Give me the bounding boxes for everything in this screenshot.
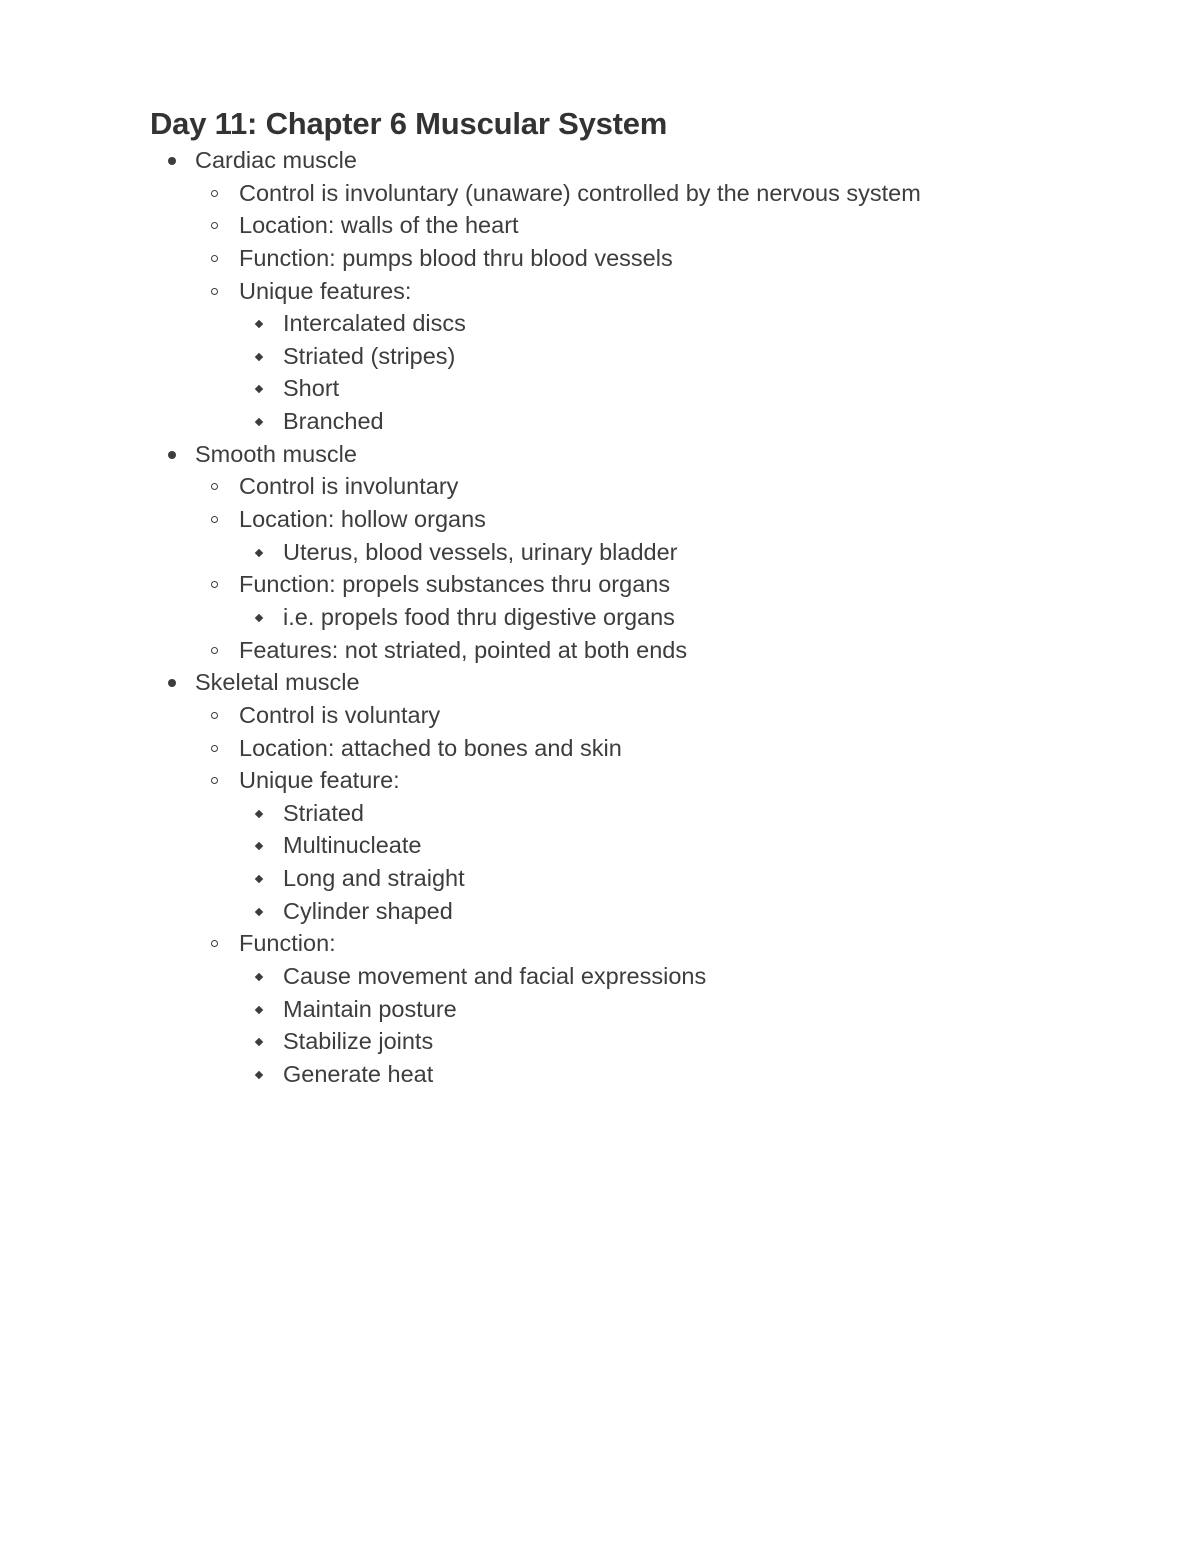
hollow-circle-bullet-icon (211, 581, 218, 588)
list-item (0, 208, 1200, 241)
list-item-text: Location: attached to bones and skin (239, 734, 622, 761)
list-item-text: Location: hollow organs (239, 506, 486, 533)
filled-dot-bullet-icon (168, 679, 176, 687)
list-item-text: Skeletal muscle (195, 669, 360, 696)
diamond-bullet-icon (255, 385, 263, 393)
list-item (0, 143, 1200, 176)
diamond-bullet-icon (255, 1071, 263, 1079)
list-item-text: Smooth muscle (195, 440, 357, 467)
diamond-bullet-icon (255, 353, 263, 361)
hollow-circle-bullet-icon (211, 777, 218, 784)
list-item (0, 698, 1200, 731)
diamond-bullet-icon (255, 875, 263, 883)
diamond-bullet-icon (255, 614, 263, 622)
list-item-text: Intercalated discs (283, 310, 466, 337)
list-item-text: Features: not striated, pointed at both ends (239, 636, 688, 663)
list-item-text: Long and straight (283, 865, 465, 892)
list-item (0, 731, 1200, 764)
hollow-circle-bullet-icon (211, 190, 218, 197)
list-item (0, 633, 1200, 666)
list-item (0, 469, 1200, 502)
list-item (0, 502, 1200, 535)
diamond-bullet-icon (255, 1038, 263, 1046)
list-item (0, 600, 1200, 633)
list-item (0, 535, 1200, 568)
filled-dot-bullet-icon (168, 451, 176, 459)
diamond-bullet-icon (255, 320, 263, 328)
list-item-text: Function: propels substances thru organs (239, 571, 671, 598)
diamond-bullet-icon (255, 907, 263, 915)
list-item-text: Control is involuntary (239, 473, 459, 500)
list-item (0, 665, 1200, 698)
hollow-circle-bullet-icon (211, 255, 218, 262)
list-item (0, 926, 1200, 959)
list-item (0, 1057, 1200, 1090)
hollow-circle-bullet-icon (211, 712, 218, 719)
bullet-list (0, 143, 1200, 1090)
list-item (0, 176, 1200, 209)
list-item-text: i.e. propels food thru digestive organs (283, 603, 675, 630)
list-item-text: Generate heat (283, 1060, 434, 1087)
list-item (0, 894, 1200, 927)
diamond-bullet-icon (255, 1005, 263, 1013)
hollow-circle-bullet-icon (211, 940, 218, 947)
list-item (0, 959, 1200, 992)
list-item-text: Short (283, 375, 340, 402)
list-item (0, 1024, 1200, 1057)
list-item-text: Unique feature: (239, 767, 400, 794)
list-item (0, 992, 1200, 1025)
hollow-circle-bullet-icon (211, 647, 218, 654)
hollow-circle-bullet-icon (211, 483, 218, 490)
hollow-circle-bullet-icon (211, 745, 218, 752)
list-item-text: Stabilize joints (283, 1028, 434, 1055)
list-item-text: Branched (283, 408, 384, 435)
diamond-bullet-icon (255, 973, 263, 981)
list-item (0, 763, 1200, 796)
list-item-text: Control is involuntary (unaware) controlled by the nervous system (239, 179, 921, 206)
list-item-text: Cylinder shaped (283, 897, 453, 924)
hollow-circle-bullet-icon (211, 516, 218, 523)
page-title: Day 11: Chapter 6 Muscular System (150, 106, 668, 141)
list-item (0, 274, 1200, 307)
list-item-text: Cause movement and facial expressions (283, 963, 707, 990)
list-item-text: Control is voluntary (239, 701, 441, 728)
list-item (0, 339, 1200, 372)
list-item (0, 241, 1200, 274)
list-item (0, 306, 1200, 339)
list-item-text: Striated (283, 799, 364, 826)
list-item-text: Maintain posture (283, 995, 457, 1022)
list-item-text: Unique features: (239, 277, 412, 304)
hollow-circle-bullet-icon (211, 288, 218, 295)
diamond-bullet-icon (255, 548, 263, 556)
list-item (0, 567, 1200, 600)
list-item-text: Striated (stripes) (283, 342, 456, 369)
filled-dot-bullet-icon (168, 157, 176, 165)
list-item-text: Multinucleate (283, 832, 422, 859)
diamond-bullet-icon (255, 842, 263, 850)
list-item-text: Function: (239, 930, 336, 957)
list-item (0, 828, 1200, 861)
diamond-bullet-icon (255, 810, 263, 818)
list-item (0, 861, 1200, 894)
list-item (0, 371, 1200, 404)
list-item (0, 437, 1200, 470)
list-item (0, 404, 1200, 437)
hollow-circle-bullet-icon (211, 222, 218, 229)
list-item-text: Uterus, blood vessels, urinary bladder (283, 538, 678, 565)
list-item (0, 796, 1200, 829)
list-item-text: Cardiac muscle (195, 147, 357, 173)
diamond-bullet-icon (255, 418, 263, 426)
list-item-text: Function: pumps blood thru blood vessels (239, 244, 673, 271)
list-item-text: Location: walls of the heart (239, 212, 519, 239)
